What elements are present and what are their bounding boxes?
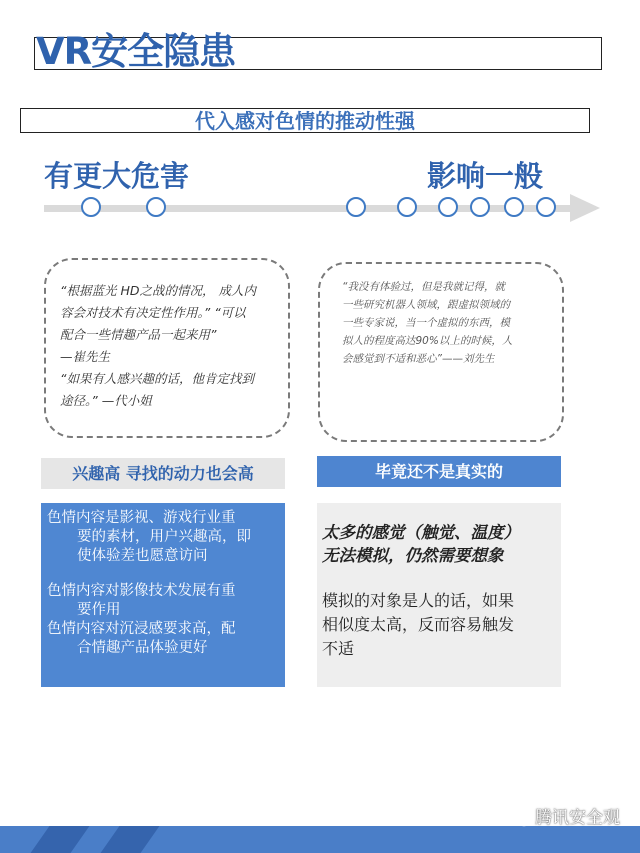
quote-line: “我没有体验过，但是我就记得，就 [342, 281, 505, 293]
list-item-line: 使体验差也愿意访问 [77, 548, 208, 564]
quote-line: 配合一些情趣产品一起来用” [60, 327, 217, 342]
wechat-icon [509, 810, 531, 826]
spectrum-dot [536, 197, 556, 217]
arrow-right-icon [570, 194, 600, 222]
spectrum-dot [470, 197, 490, 217]
list-item [47, 620, 281, 658]
footer-brand [509, 806, 620, 830]
left-column-panel [41, 503, 285, 687]
right-column-panel [317, 503, 561, 687]
body-line: 不适 [322, 639, 355, 658]
list-item-line: 色情内容是影视、游戏行业重 [47, 510, 236, 526]
quote-line: 一些研究机器人领域，跟虚拟领域的 [342, 299, 510, 311]
emphasis-line: 太多的感觉（触觉、温度） [322, 523, 520, 542]
quote-line: 拟人的程度高达90%以上的时候，人 [342, 335, 513, 347]
list-item-line: 要的素材，用户兴趣高，即 [77, 529, 251, 545]
quote-line: 会感觉到不适和恶心”——刘先生 [342, 353, 495, 365]
quote-line: 一些专家说，当一个虚拟的东西，模 [342, 317, 510, 329]
body-text [322, 589, 557, 661]
quote-line: “根据蓝光 HD之战的情况， 成人内 [60, 283, 256, 298]
spectrum-dot [504, 197, 524, 217]
body-line: 相似度太高，反而容易触发 [322, 615, 515, 634]
quote-line: 途径。” —代小姐 [60, 393, 152, 408]
footer-brand-text: 腾讯安全观 [535, 808, 620, 828]
spectrum-dot [397, 197, 417, 217]
quote-box-left [44, 258, 290, 438]
spectrum-dot [146, 197, 166, 217]
quote-line: “如果有人感兴趣的话，他肯定找到 [60, 371, 254, 386]
list-item-line: 色情内容对沉浸感要求高，配 [47, 621, 236, 637]
quote-box-right [318, 262, 564, 442]
emphasis-text [322, 521, 557, 567]
spectrum-label-general-impact: 影响一般 [427, 159, 544, 193]
spectrum-axis [44, 205, 574, 212]
list-item [47, 582, 281, 620]
quote-attribution: —崔先生 [60, 349, 111, 364]
page-subtitle: 代入感对色情的推动性强 [195, 109, 415, 133]
list-item-line: 合情趣产品体验更好 [77, 640, 208, 656]
list-item-line: 要作用 [77, 602, 121, 618]
body-line: 模拟的对象是人的话，如果 [322, 591, 515, 610]
footer-bar [0, 826, 640, 853]
spectrum-dot [346, 197, 366, 217]
spectrum-label-high-harm: 有更大危害 [44, 159, 190, 193]
spectrum-dot [81, 197, 101, 217]
page-title: VR安全隐患 [36, 30, 236, 73]
spectrum-dot [438, 197, 458, 217]
quote-line: 容会对技术有决定性作用。” “可以 [60, 305, 246, 320]
subtitle-frame [20, 108, 590, 133]
list-item [47, 509, 281, 566]
list-item-line: 色情内容对影像技术发展有重 [47, 583, 236, 599]
right-column-header: 毕竟还不是真实的 [317, 456, 561, 487]
left-column-header: 兴趣高 寻找的动力也会高 [41, 458, 285, 489]
emphasis-line: 无法模拟，仍然需要想象 [322, 546, 504, 565]
